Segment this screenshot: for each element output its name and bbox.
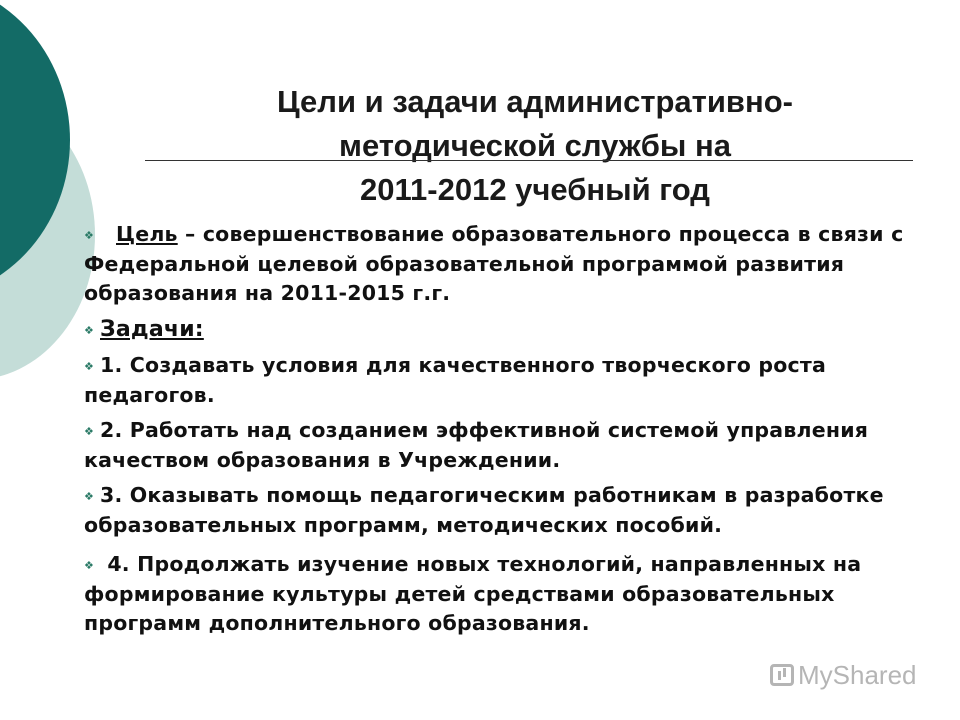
- diamond-bullet-icon: ❖: [84, 324, 95, 337]
- diamond-bullet-icon: ❖: [84, 360, 95, 373]
- task-text: 2. Работать над созданием эффективной системой управления качеством образования в Учреждении.: [84, 418, 869, 472]
- task-item-1: [84, 351, 934, 410]
- title-line-2: методической службы на: [339, 128, 731, 163]
- task-item-4: [84, 550, 934, 638]
- title-line-3: 2011-2012 учебный год: [360, 172, 710, 207]
- task-item-2: [84, 416, 934, 475]
- slide-title: [140, 80, 930, 212]
- title-line-1: Цели и задачи административно-: [277, 84, 793, 119]
- diamond-bullet-icon: ❖: [84, 425, 95, 438]
- task-item-3: [84, 481, 934, 540]
- goal-label: Цель: [116, 222, 178, 246]
- diamond-bullet-icon: ❖: [84, 559, 95, 572]
- watermark-text: MyShared: [798, 659, 917, 690]
- task-text: 1. Создавать условия для качественного творческого роста педагогов.: [84, 353, 826, 407]
- task-text: 4. Продолжать изучение новых технологий, направленных на формирование культуры детей средствами образовательных программ дополнительного образования.: [84, 552, 862, 635]
- diamond-bullet-icon: ❖: [84, 229, 95, 242]
- tasks-heading: [84, 315, 934, 345]
- task-text: 3. Оказывать помощь педагогическим работникам в разработке образовательных программ, методических пособий.: [84, 483, 884, 537]
- title-underline-rule: [145, 160, 913, 161]
- goal-item: [84, 220, 934, 308]
- slide-content: [84, 220, 934, 638]
- diamond-bullet-icon: ❖: [84, 490, 95, 503]
- goal-text: – совершенствование образовательного процесса в связи с Федеральной целевой образовательной программой развития образования на 2011-2015 г.г.: [84, 222, 904, 305]
- chart-logo-icon: [770, 664, 794, 686]
- tasks-label: Задачи:: [100, 317, 204, 342]
- watermark: [770, 657, 917, 693]
